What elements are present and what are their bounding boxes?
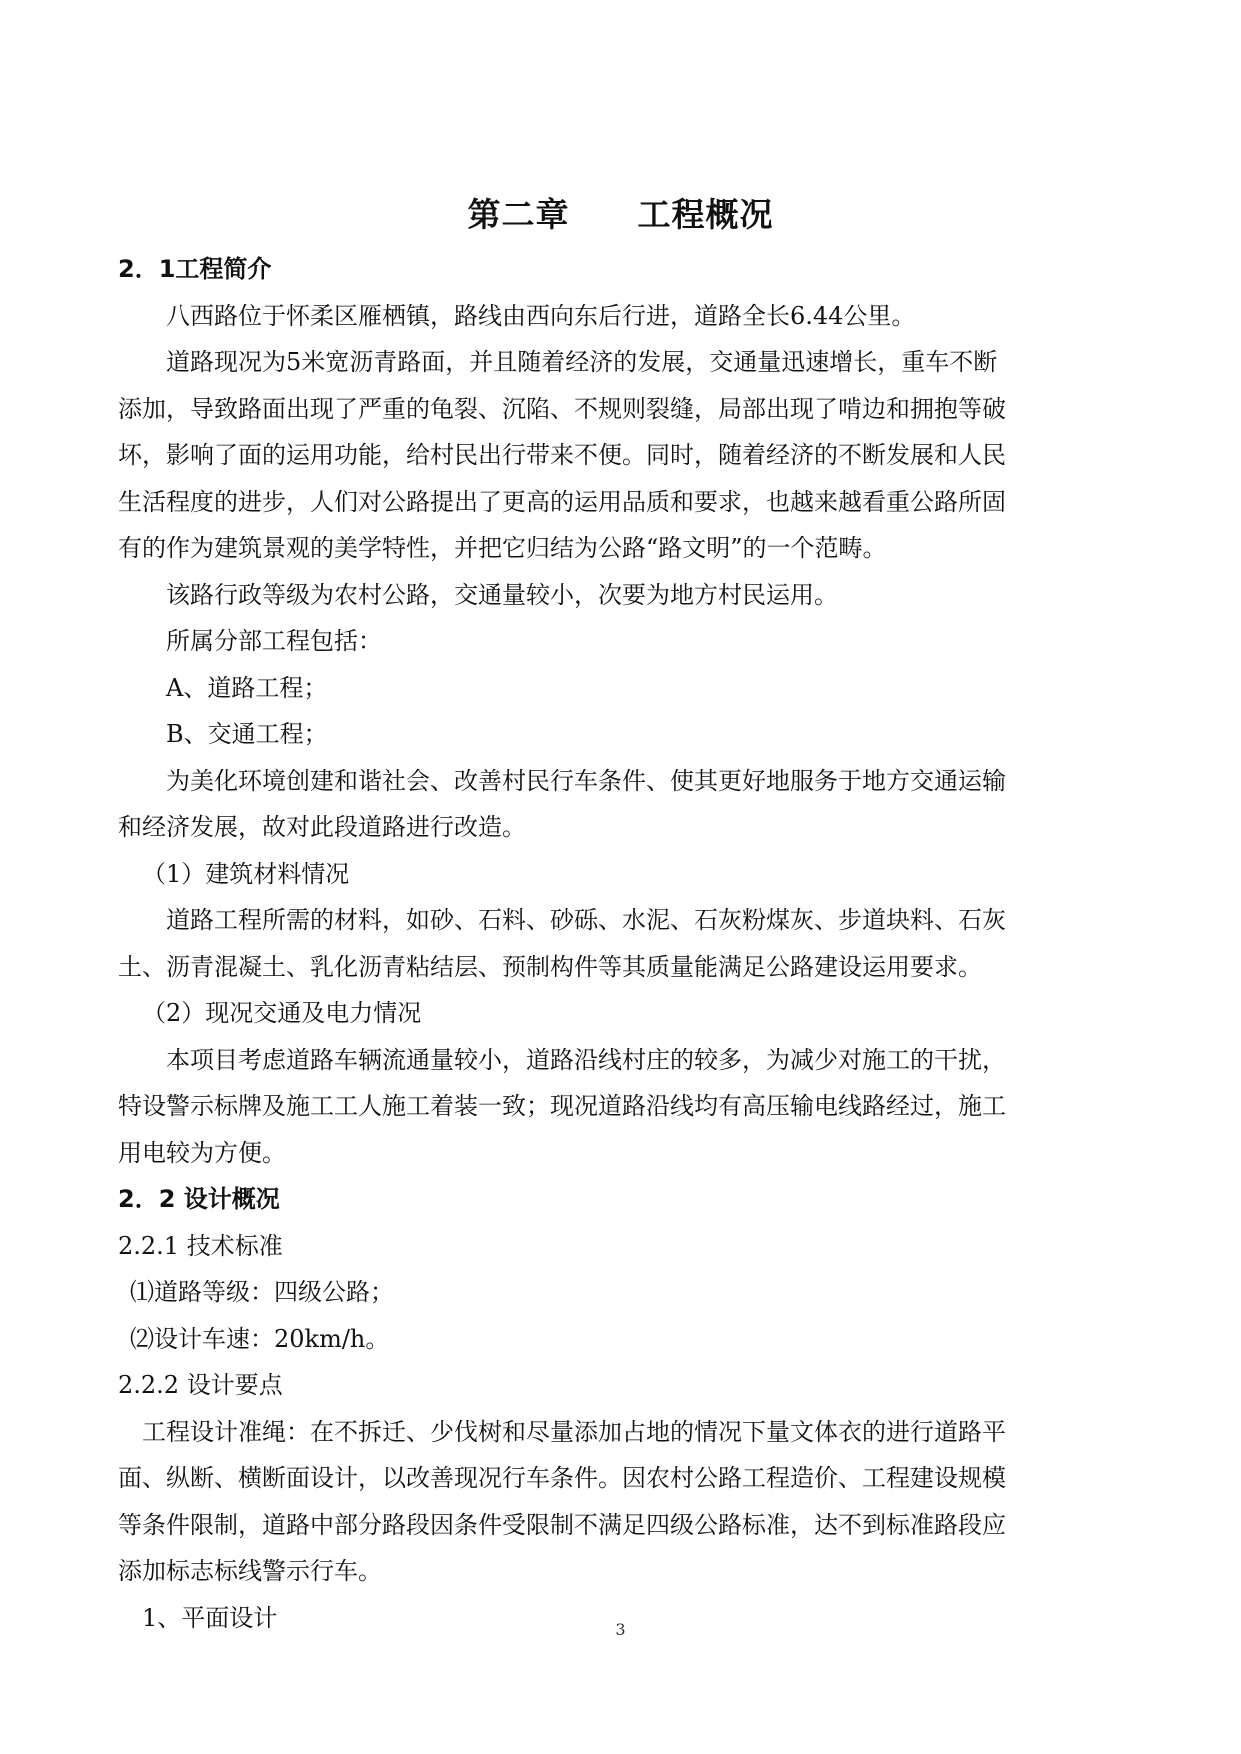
- paragraph-line: 和经济发展，故对此段道路进行改造。: [118, 813, 526, 841]
- paragraph-line: 道路现况为5米宽沥青路面，并且随着经济的发展，交通量迅速增长，重车不断: [166, 348, 998, 376]
- section-heading: 2．2 设计概况: [118, 1185, 280, 1213]
- paragraph-line: 2.2.1 技术标准: [118, 1231, 283, 1260]
- paragraph-line: 土、沥青混凝土、乳化沥青粘结层、预制构件等其质量能满足公路建设运用要求。: [118, 952, 982, 981]
- paragraph-line: 等条件限制，道路中部分路段因条件受限制不满足四级公路标准，达不到标准路段应: [118, 1510, 1006, 1539]
- list-item: ⑵设计车速：20km/h。: [130, 1324, 390, 1353]
- paragraph-line: 添加，导致路面出现了严重的龟裂、沉陷、不规则裂缝，局部出现了啃边和拥抱等破: [118, 394, 1006, 423]
- paragraph-line: 面、纵断、横断面设计，以改善现况行车条件。因农村公路工程造价、工程建设规模: [118, 1464, 1006, 1492]
- paragraph-line: 八西路位于怀柔区雁栖镇，路线由西向东后行进，道路全长6.44公里。: [166, 301, 916, 330]
- paragraph-line: 坏，影响了面的运用功能，给村民出行带来不便。同时，随着经济的不断发展和人民: [118, 441, 1006, 469]
- paragraph-line: 该路行政等级为农村公路，交通量较小，次要为地方村民运用。: [166, 580, 838, 609]
- paragraph-line: （1）建筑材料情况: [142, 859, 350, 888]
- paragraph-line: 2.2.2 设计要点: [118, 1371, 283, 1399]
- paragraph-line: 有的作为建筑景观的美学特性，并把它归结为公路“路文明”的一个范畴。: [118, 534, 887, 562]
- paragraph-line: 生活程度的进步，人们对公路提出了更高的运用品质和要求，也越来越看重公路所固: [118, 487, 1006, 516]
- page-number: 3: [615, 1620, 626, 1639]
- paragraph-line: 工程设计准绳：在不拆迁、少伐树和尽量添加占地的情况下量文体衣的进行道路平: [142, 1417, 1006, 1446]
- paragraph-line: 1、平面设计: [142, 1603, 278, 1632]
- chapter-title: 第二章 工程概况: [467, 195, 774, 234]
- section-heading: 2．1工程简介: [118, 255, 272, 283]
- list-item: ⑴道路等级：四级公路；: [130, 1278, 394, 1306]
- body-text: [118, 246, 1123, 1641]
- paragraph-line: A、道路工程；: [166, 673, 328, 702]
- paragraph-line: （2）现况交通及电力情况: [142, 999, 422, 1027]
- paragraph-line: 添加标志标线警示行车。: [118, 1557, 382, 1585]
- paragraph-line: 为美化环境创建和谐社会、改善村民行车条件、使其更好地服务于地方交通运输: [166, 766, 1006, 795]
- paragraph-line: 用电较为方便。: [118, 1138, 286, 1167]
- paragraph-line: 道路工程所需的材料，如砂、石料、砂砾、水泥、石灰粉煤灰、步道块料、石灰: [166, 906, 1006, 934]
- paragraph-line: 所属分部工程包括：: [166, 627, 382, 655]
- paragraph-line: B、交通工程；: [166, 720, 328, 748]
- page-content: [118, 190, 1123, 1641]
- paragraph-line: 本项目考虑道路车辆流通量较小，道路沿线村庄的较多，为减少对施工的干扰，: [166, 1045, 1006, 1074]
- paragraph-line: 特设警示标牌及施工工人施工着装一致；现况道路沿线均有高压输电线路经过，施工: [118, 1092, 1006, 1120]
